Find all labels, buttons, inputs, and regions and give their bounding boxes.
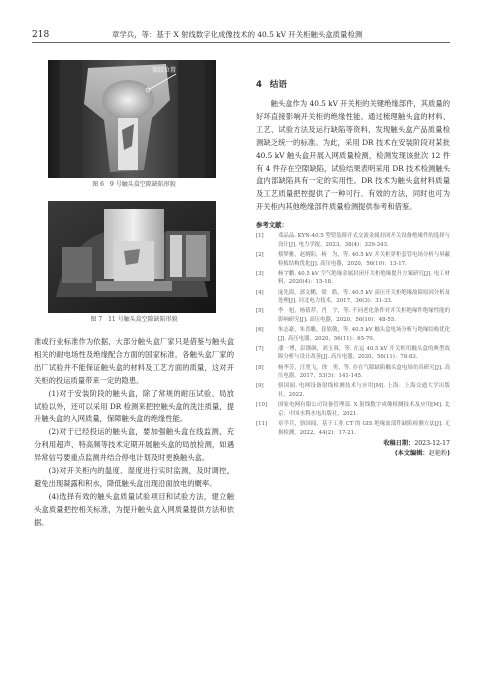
reference-item [256,270,450,287]
reference-text: 潘一博，彭钢颜，刘玉蓉，等. 在运 40.5 kV 开关柜用触头盒的典型故障分析与设计改善[J]. 高压电器，2020，56(11)：78-83. [278,345,450,361]
reference-item [256,251,450,268]
body-paragraph: (3)对开关柜内的温度、湿度进行实时监测，及时调控，避免出现凝露和积水，降低触头盒出现沿面放电的概率。 [34,466,234,488]
reference-text: 蔡梦雅，赵炳阳，杨 为，等. 40.5 kV 开关柜穿柜套管电场分析与屏蔽检板结构优化[J]. 高压电器，2020，56(10)：13-17. [278,251,450,267]
reference-item [256,289,450,306]
editor-label: (本文编辑： [394,450,429,458]
figure-6-xray-drawing [48,60,216,178]
reference-text: 章学兵，骆国闻，基于工业 CT 的 GIS 绝缘盆部件缺陷检测方法[J]. 无损检测，2022，44(2)：17-21. [278,420,450,436]
body-paragraph: (2)对于已经投运的触头盒，要加强触头盒在线监测，充分利用超声、特高频等技术定期开展触头盒的局放检测，如遇异常信号要重点监测并结合停电计划及时更换触头盒。 [34,427,234,463]
reference-item [256,307,450,324]
reference-text: 邓品品. KYN-40.5 型铠装移开式交流金属封闭开关设备绝缘件的选择与设计[J]. 电力学报，2023，38(4)：329-343. [278,233,450,248]
reference-number: [6] [256,327,264,334]
received-date: 2023-12-17 [414,440,450,448]
reference-text: 庞先海，郭文鹏，梁 皓，等. 40.5 kV 高压开关柜绝缘故障原因分析及处理[J]. 河北电力技术，2017，36(3)：31-33. [278,289,450,305]
reference-item [256,382,450,399]
reference-text: 李 旭，杨倩荐，肖 宇，等. 不同老化条件对开关柜绝缘件绝缘性能的影响研究[J]. 高压电器，2020，56(10)：48-55. [278,308,450,323]
left-column [34,60,234,530]
editor-name: 赵艳粉 [428,450,448,458]
received-label: 收稿日期： [383,440,415,448]
reference-number: [5] [256,308,264,315]
figure-6-caption: 图 6 9 号触头盒空隙缺陷形貌 [92,181,176,188]
reference-number: [7] [256,345,264,352]
reference-number: [8] [256,364,264,371]
figure-7-xray-image [48,201,216,313]
body-paragraph: (4)选择有效的触头盒质量试验项目和试验方法，建立触头盒质量把控相关标准，为提升触头盒入网质量提供方法和依据。 [34,491,234,527]
references-list [256,232,450,437]
running-head-title: 章学兵，等：基于 X 射线数字化成像技术的 40.5 kV 开关柜触头盒质量检测 [112,30,363,39]
reference-number: [11] [256,420,268,427]
reference-item [256,364,450,381]
left-body-text [34,336,234,530]
right-column [256,78,450,459]
reference-item [256,232,450,249]
reference-number: [2] [256,251,264,258]
reference-number: [10] [256,402,268,409]
crack-position-label: 裂纹位置 [152,67,177,74]
reference-text: 杨李芳，汪宽飞，徐 勇，等. 存在气隙缺陷触头盒电场仿真研究[J]. 高压电器，2017，53(3)：141-145. [278,364,450,380]
reference-item [256,345,450,362]
reference-number: [1] [256,233,264,240]
section-number: 4 [256,80,262,90]
editor-line [256,449,450,459]
editor-close: ) [447,450,450,458]
reference-item [256,326,450,343]
reference-text: 朱志豪，朱喜雕，崔软敬，等. 40.5 kV 触头盒电场分析与绝缘结构优化[J]. 高压电器，2020，56(11)：65-70. [278,327,450,342]
references-heading: 参考文献： [256,221,288,230]
conclusion-paragraph: 触头盒作为 40.5 kV 开关柜的关键绝缘部件，其质量的好坏直接影响开关柜的绝缘性能。通过梳理触头盒的材料、工艺、试验方法及运行缺陷等资料，发现触头盒产品质量检测缺乏统一的标准。为此，采用 DR 技术在安装阶段对某批 40.5 kV 触头盒开展入网质量检测，检测发现该批次 12 件有 4 件存在空隙缺陷，试验结果表明采用 DR 技术检测触头盒内部缺陷具有一定的实用性。DR 技术为触头盒材料质量及工艺质量把控提供了一种可行、有效的方法，同时也可为开关柜内其他绝缘部件质量检测提供参考和借鉴。 [256,99,450,212]
reference-number: [3] [256,270,264,277]
body-paragraph: 准或行业标准作为依据，大部分触头盒厂家只是借鉴与触头盒相关的耐电场性及绝缘配合方面的国家标准，各触头盒厂家的出厂试验并不能保证触头盒的材料及工艺方面的质量，这对开关柜的投运质量带来一定的隐患。 [34,337,234,385]
reference-text: 杨宇鹏. 40.5 kV 空气绝缘金属封闭开关柜绝缘提升方案研究[J]. 电工材料，2020(4)：15-18. [278,270,450,286]
received-date-line [256,439,450,449]
reference-item [256,401,450,418]
section-heading [256,78,450,90]
figure-6-xray-image [48,60,216,178]
reference-item [256,420,450,437]
figure-7-xray-drawing [48,201,216,313]
body-paragraph: (1)对于安装阶段的触头盒，除了常规的耐压试验、局放试验以外，还可以采用 DR 检测来把控触头盒的洗注质量，提升触头盒的入网质量，保障触头盒的绝缘性能。 [34,388,234,424]
reference-text: 骆国闻. 电网设备射线检测技术与应用[M]. 上海：上海交通大学出版社，2022. [278,383,450,398]
reference-text: 国家电网有限公司设备管理部. X 射线数字成像检测技术及应用[M]. 北京：中国水利水电出版社，2021. [278,402,450,417]
reference-number: [9] [256,383,264,390]
figure-7-caption: 图 7 11 号触头盒空隙缺陷形貌 [90,316,178,323]
page-number: 218 [32,30,50,40]
running-header [32,30,450,43]
section-title: 结语 [269,80,287,90]
reference-number: [4] [256,289,264,296]
